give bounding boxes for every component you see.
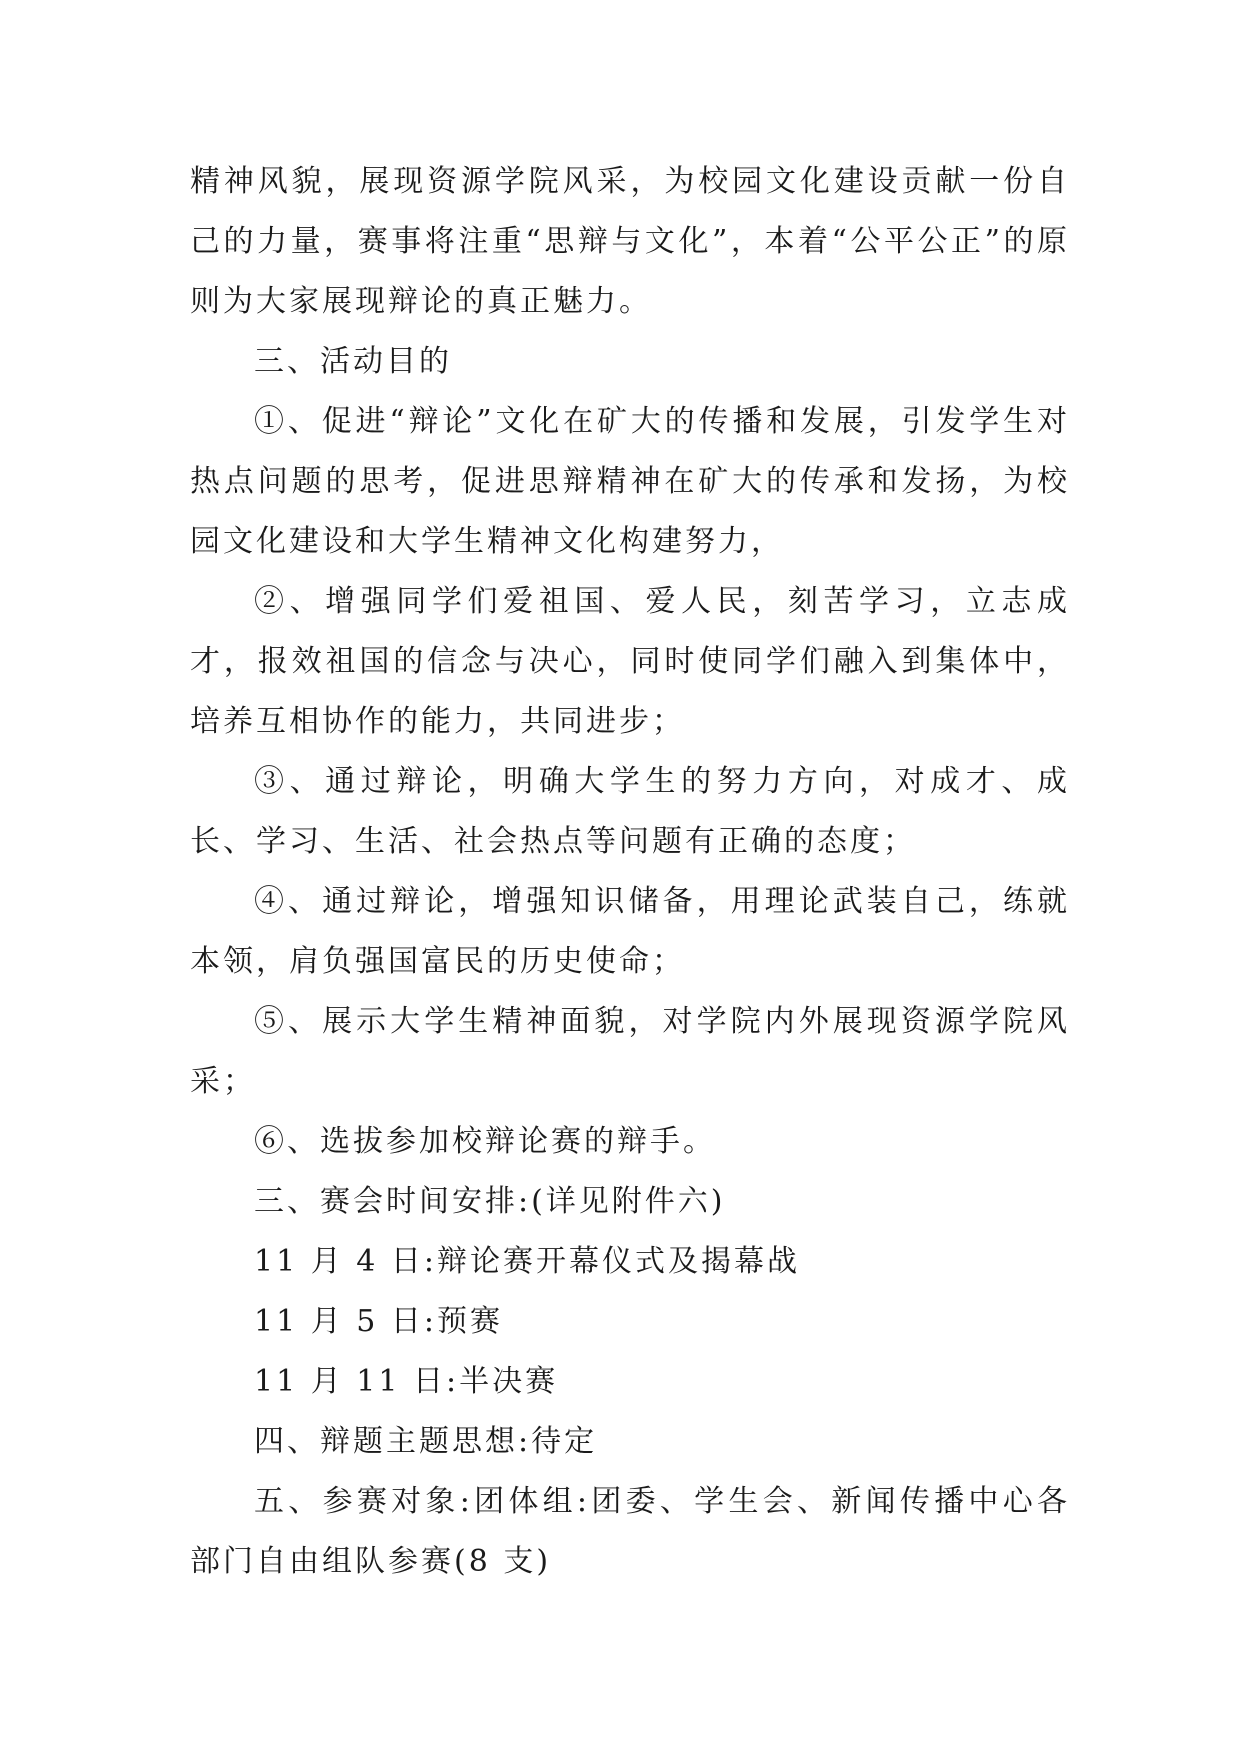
purpose-item-3: ③、通过辩论，明确大学生的努力方向，对成才、成长、学习、生活、社会热点等问题有正确的态度； (190, 764, 1070, 859)
section-heading-schedule: 三、赛会时间安排:(详见附件六) (254, 1184, 726, 1219)
schedule-item-nov-4: 11 月 4 日:辩论赛开幕仪式及揭幕战 (254, 1244, 800, 1279)
purpose-item-6: ⑥、选拔参加校辩论赛的辩手。 (254, 1124, 716, 1159)
schedule-item-nov-11: 11 月 11 日:半决赛 (254, 1364, 559, 1399)
paragraph-intro-continuation: 精神风貌，展现资源学院风采，为校园文化建设贡献一份自己的力量，赛事将注重“思辩与文化”，本着“公平公正”的原则为大家展现辩论的真正魅力。 (190, 164, 1070, 319)
section-heading-activity-purpose: 三、活动目的 (254, 344, 452, 379)
purpose-item-2: ②、增强同学们爱祖国、爱人民，刻苦学习，立志成才，报效祖国的信念与决心，同时使同学们融入到集体中，培养互相协作的能力，共同进步； (190, 584, 1070, 739)
schedule-item-nov-5: 11 月 5 日:预赛 (254, 1304, 503, 1339)
document-body (190, 152, 1070, 1592)
purpose-item-5: ⑤、展示大学生精神面貌，对学院内外展现资源学院风采； (190, 1004, 1070, 1099)
purpose-item-4: ④、通过辩论，增强知识储备，用理论武装自己，练就本领，肩负强国富民的历史使命； (190, 884, 1070, 979)
section-heading-participants: 五、参赛对象:团体组:团委、学生会、新闻传播中心各部门自由组队参赛(8 支) (190, 1484, 1070, 1579)
purpose-item-1: ①、促进“辩论”文化在矿大的传播和发展，引发学生对热点问题的思考，促进思辩精神在矿大的传承和发扬，为校园文化建设和大学生精神文化构建努力， (190, 404, 1070, 559)
section-heading-debate-topic: 四、辩题主题思想:待定 (254, 1424, 598, 1459)
